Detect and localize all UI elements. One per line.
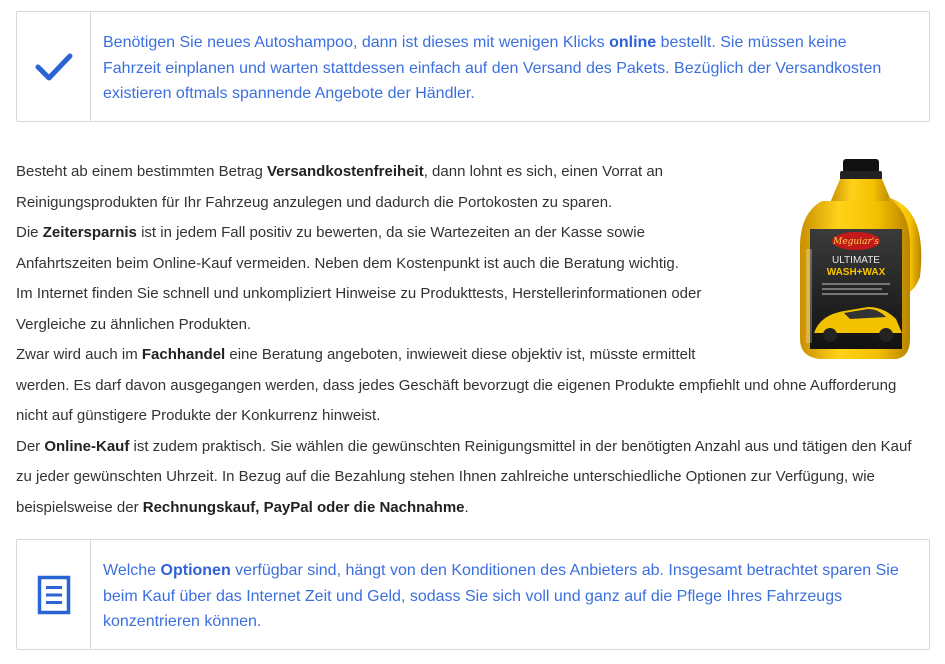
- text-run: Zwar wird auch im: [16, 346, 142, 363]
- article-paragraph: Im Internet finden Sie schnell und unkompliziert Hinweise zu Produkttests, Herstellerinformationen oder Vergleiche zu ähnlichen Produkten.: [16, 285, 702, 333]
- callout-text: [91, 540, 929, 649]
- bold-term: Zeitersparnis: [42, 224, 137, 241]
- text-run: .: [464, 498, 469, 516]
- bold-term: Rechnungskauf, PayPal oder die Nachnahme: [142, 498, 465, 516]
- shampoo-bottle-icon: [760, 157, 930, 364]
- document-icon: [37, 575, 71, 615]
- checkmark-icon: [35, 52, 73, 82]
- article-body: [16, 157, 930, 523]
- product-brand: Meguiar's: [833, 237, 879, 247]
- text-run: Besteht ab einem bestimmten Betrag: [16, 163, 267, 180]
- product-name-line2: WASH+WAX: [826, 267, 886, 278]
- product-name-line1: ULTIMATE: [832, 255, 880, 266]
- callout-text-part: bestellt. Sie müssen keine Fahrzeit einplanen und warten stattdessen einfach auf den Versand des Pakets. Bezüglich der Versandkosten existieren oftmals spannende Angebote der Händler.: [103, 34, 882, 102]
- bold-term: Fachhandel: [141, 346, 226, 363]
- bold-term: Online-Kauf: [44, 437, 130, 455]
- text-run: ist in jedem Fall positiv zu bewerten, da sie Wartezeiten an der Kasse sowie Anfahrtszeiten beim Online-Kauf vermeiden. Neben dem Kostenpunkt ist auch die Beratung wichtig.: [16, 224, 679, 272]
- callout-text: [91, 12, 929, 121]
- text-run: Die: [16, 224, 43, 241]
- callout-highlight: online: [609, 34, 657, 51]
- info-callout-bottom: [16, 539, 930, 650]
- text-run: eine Beratung angeboten, inwieweit diese objektiv ist, müsste ermittelt werden. Es darf davon ausgegangen werden, dass jedes Geschäft bevorzugt die eigenen Produkte empfiehlt und ohne Aufforderung nicht auf günstigere Produkte der Konkurrenz hinweist.: [16, 346, 897, 424]
- callout-icon-cell: [17, 12, 91, 121]
- info-callout-top: [16, 11, 930, 122]
- text-run: Der: [16, 437, 45, 455]
- callout-text-part: Benötigen Sie neues Autoshampoo, dann ist dieses mit wenigen Klicks: [103, 34, 610, 51]
- product-image: [760, 157, 930, 364]
- callout-text-part: verfügbar sind, hängt von den Konditionen des Anbieters ab. Insgesamt betrachtet sparen Sie beim Kauf über das Internet Zeit und Geld, sodass Sie sich voll und ganz auf die Pflege Ihres Fahrzeugs konzentrieren können.: [103, 562, 899, 630]
- callout-icon-cell: [17, 540, 91, 649]
- text-run: , dann lohnt es sich, einen Vorrat an Reinigungsprodukten für Ihr Fahrzeug anzulegen und dadurch die Portokosten zu sparen.: [16, 163, 664, 211]
- article-paragraph: [16, 432, 930, 524]
- callout-highlight: Optionen: [160, 562, 231, 579]
- text-run: ist zudem praktisch. Sie wählen die gewünschten Reinigungsmittel in der benötigten Anzahl aus und tätigen den Kauf zu jeder gewünschten Uhrzeit. In Bezug auf die Bezahlung stehen Ihnen zahlreiche unterschiedliche Optionen zur Verfügung, wie beispielsweise der: [16, 437, 912, 516]
- callout-text-part: Welche: [103, 562, 161, 579]
- bold-term: Versandkostenfreiheit: [266, 163, 424, 180]
